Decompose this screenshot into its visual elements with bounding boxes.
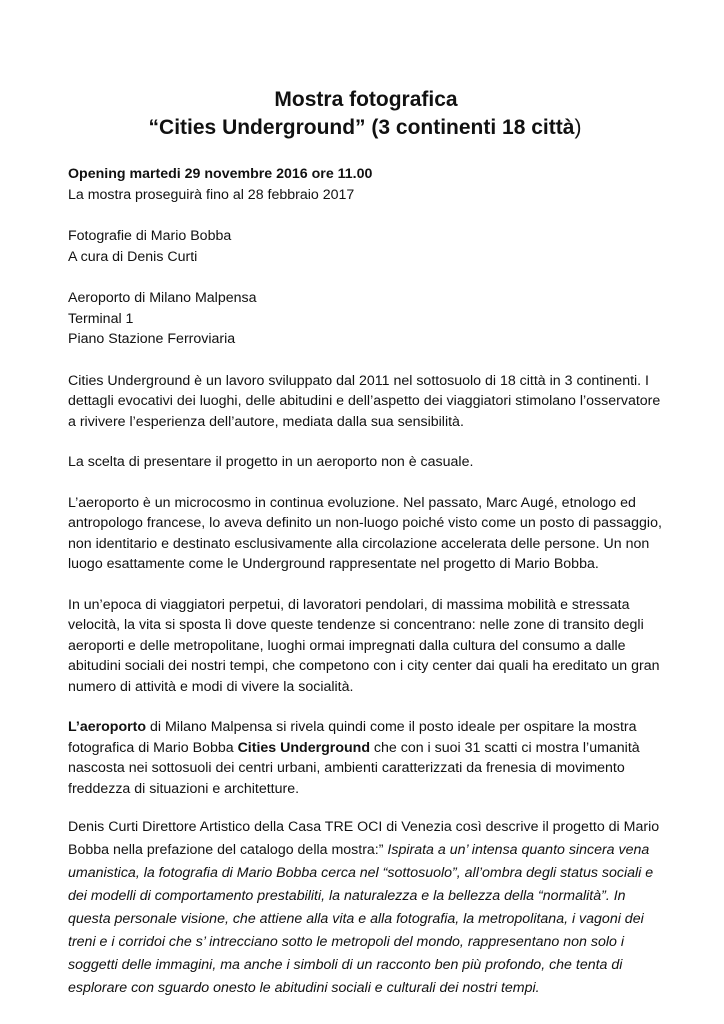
paragraph-curator-quote <box>68 816 664 1000</box>
paragraph-travelers: In un’epoca di viaggiatori perpetui, di lavoratori pendolari, di massima mobilità e stressata velocità, la vita si sposta lì dove queste tendenze si concentrano: nelle zone di transito degli aeroporti e delle metropolitane, luoghi ormai impregnati dalla cultura del consumo a dalle abitudini sociali dei nostri tempi, che competono con i city center dai quali ha ereditato un gran numero di attività e modi di vivere la socialità. <box>68 596 660 695</box>
quote-intro: Denis Curti Direttore Artistico della Casa TRE OCI di Venezia così descrive il progetto di Mario Bobba nella prefazione del catalogo della mostra:” <box>68 819 660 858</box>
paragraph-microcosm: L’aeroporto è un microcosmo in continua evoluzione. Nel passato, Marc Augé, etnologo ed antropologo francese, lo aveva definito un non-luogo poiché visto come un posto di passaggio, non identitario e destinato esclusivamente alla circolazione accelerata delle persone. Un non luogo esattamente come le Underground rappresentate nel progetto di Mario Bobba. <box>68 494 662 572</box>
opening-date: Opening martedi 29 novembre 2016 ore 11.00 <box>68 166 373 182</box>
photographer-credit: Fotografie di Mario Bobba <box>68 228 232 244</box>
paragraph-exhibition-text-1: di Milano Malpensa si rivela quindi come il posto ideale per ospitare la mostra fotografica di Mario Bobba <box>68 719 637 756</box>
location-terminal: Terminal 1 <box>68 310 134 327</box>
title-line-2-text: “Cities Underground” (3 continenti 18 città <box>148 116 575 139</box>
title-closing-paren: ) <box>574 116 582 139</box>
paragraph-intro: Cities Underground è un lavoro sviluppato dal 2011 nel sottosuolo di 18 città in 3 continenti. I dettagli evocativi dei luoghi, delle abitudini e dell’aspetto dei viaggiatori stimolano l’osservatore a rivivere l’esperienza dell’autore, mediata dalla sua sensibilità. <box>68 372 661 430</box>
document-title <box>68 86 664 142</box>
paragraph-airport-choice: La scelta di presentare il progetto in un aeroporto non è casuale. <box>68 454 474 470</box>
paragraph-exhibition-text-2: che con i suoi 31 scatti ci mostra l’umanità nascosta nei sottosuoli dei centri urbani, ambienti caratterizzati da frenesia di movimento freddezza di situazioni e architetture. <box>68 739 640 797</box>
bold-airport: L’aeroporto <box>68 719 147 735</box>
title-line-1: Mostra fotografica <box>274 88 458 111</box>
exhibition-end-date: La mostra proseguirà fino al 28 febbraio 2017 <box>68 186 355 203</box>
curator-credit: A cura di Denis Curti <box>68 248 198 265</box>
document-page <box>68 86 664 1000</box>
title-line-2 <box>66 114 664 142</box>
quote-text: Ispirata a un’ intensa quanto sincera vena umanistica, la fotografia di Mario Bobba cerca nel “sottosuolo”, all’ombra degli status sociali e dei modelli di comportamento prestabiliti, la naturalezza e la bellezza della “normalità”. In questa personale visione, che attiene alla vita e alla fotografia, la metropolitana, i vagoni dei treni e i corridoi che s’ intrecciano sotto le metropoli del mondo, rappresentano non solo i soggetti delle immagini, ma anche i simboli di un racconto ben più profondo, che tenta di esplorare con sguardo onesto le abitudini sociali e culturali dei nostri tempi. <box>68 842 654 996</box>
paragraph-exhibition <box>68 717 664 799</box>
location-airport: Aeroporto di Milano Malpensa <box>68 290 257 306</box>
location-floor: Piano Stazione Ferroviaria <box>68 331 236 347</box>
bold-title: Cities Underground <box>237 739 370 756</box>
